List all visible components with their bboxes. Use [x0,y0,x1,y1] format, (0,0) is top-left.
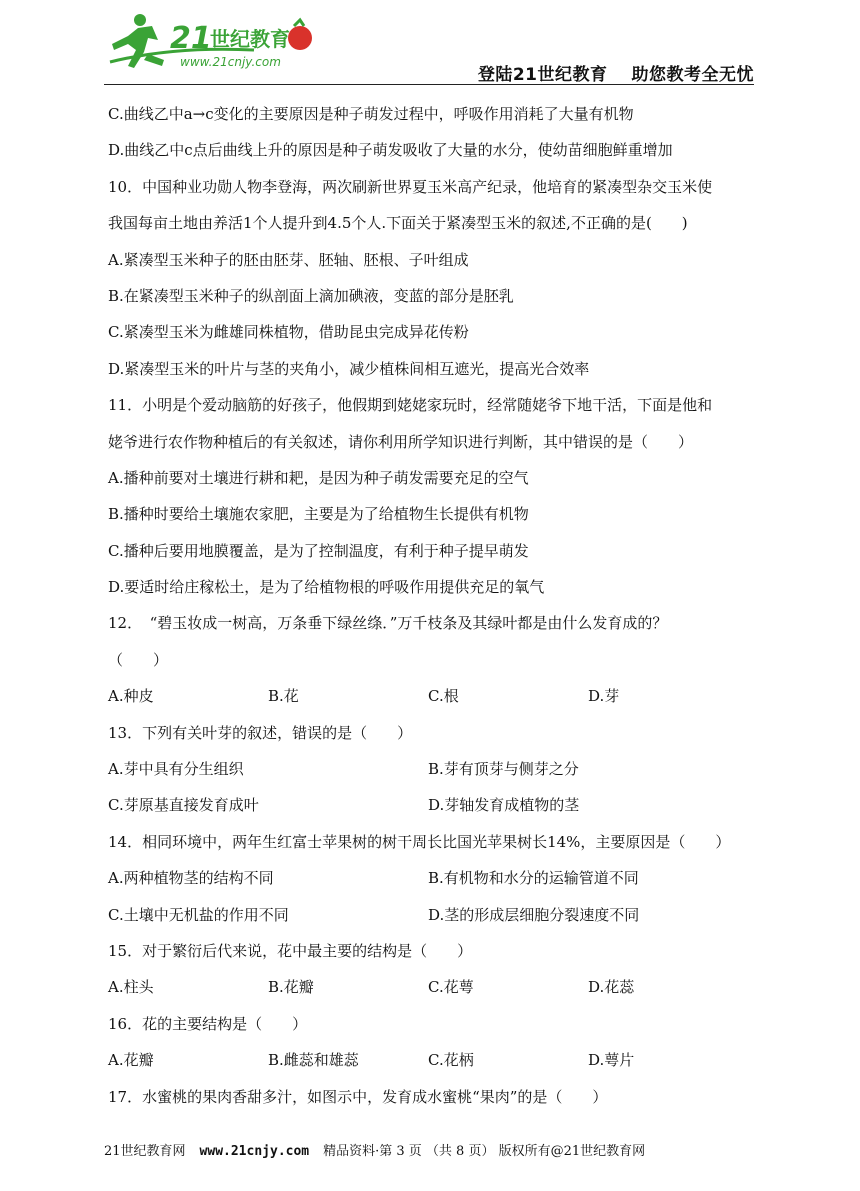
question-15-stem: 15．对于繁衍后代来说，花中最主要的结构是（ ） [108,941,473,960]
footer-page-info: 精品资料·第 3 页 （共 8 页） 版权所有@21世纪教育网 [323,1144,646,1159]
option-line: C.紧凑型玉米为雌雄同株植物，借助昆虫完成异花传粉 [108,323,469,342]
question-12-blank: （ ） [108,650,169,669]
svg-text:世纪教育: 世纪教育 [210,27,290,51]
option: B.花瓣 [268,978,314,997]
question-10-stem-cont: 我国每亩土地由养活1个人提升到4.5个人.下面关于紧凑型玉米的叙述,不正确的是( ) [108,214,688,233]
option: A.花瓣 [108,1051,154,1070]
question-13-stem: 13．下列有关叶芽的叙述，错误的是（ ） [108,723,413,742]
option: B.芽有顶芽与侧芽之分 [428,760,579,779]
option: C.花萼 [428,978,474,997]
question-14-stem: 14．相同环境中，两年生红富士苹果树的树干周长比国光苹果树长14%，主要原因是（ ） [108,832,731,851]
question-12-stem: 12． “碧玉妆成一树高，万条垂下绿丝绦．”万千枝条及其绿叶都是由什么发育成的？ [108,614,668,633]
header-rule [104,84,754,85]
question-11-stem-cont: 姥爷进行农作物种植后的有关叙述，请你利用所学知识进行判断，其中错误的是（ ） [108,432,694,451]
question-15-options [108,969,758,1005]
question-17-stem: 17．水蜜桃的果肉香甜多汁，如图示中，发育成水蜜桃“果肉”的是（ ） [108,1087,608,1106]
question-12-options [108,678,758,714]
page-header [104,10,756,84]
option: A.两种植物茎的结构不同 [108,869,274,888]
option: C.土壤中无机盐的作用不同 [108,905,289,924]
option: A.种皮 [108,687,154,706]
question-13-options-row1 [108,751,758,787]
text-line: D.曲线乙中c点后曲线上升的原因是种子萌发吸收了大量的水分，使幼苗细胞鲜重增加 [108,141,673,160]
option-line: A.播种前要对土壤进行耕和耙，是因为种子萌发需要充足的空气 [108,468,529,487]
svg-text:21: 21 [170,21,212,56]
option: D.花蕊 [588,978,635,997]
21cnjy-logo [104,10,314,84]
slogan-left: 登陆21世纪教育 [477,65,608,85]
option: B.雌蕊和雄蕊 [268,1051,359,1070]
question-13-options-row2 [108,787,758,823]
option: D.萼片 [588,1051,635,1070]
option: A.芽中具有分生组织 [108,760,244,779]
option-line: D.紧凑型玉米的叶片与茎的夹角小，减少植株间相互遮光，提高光合效率 [108,359,590,378]
option-line: D.要适时给庄稼松土，是为了给植物根的呼吸作用提供充足的氧气 [108,578,545,597]
svg-text:www.21cnjy.com: www.21cnjy.com [180,55,281,69]
page-footer [104,1140,756,1159]
footer-site: 21世纪教育网 [104,1144,186,1159]
header-slogan [454,60,754,85]
option: B.花 [268,687,299,706]
option: D.芽 [588,687,620,706]
option: C.根 [428,687,459,706]
question-14-options-row1 [108,860,758,896]
question-14-options-row2 [108,897,758,933]
document-body [108,96,758,1115]
question-16-stem: 16．花的主要结构是（ ） [108,1014,308,1033]
option: C.芽原基直接发育成叶 [108,796,259,815]
question-10-stem: 10．中国种业功勋人物李登海，两次刷新世界夏玉米高产纪录，他培育的紧凑型杂交玉米使 [108,177,713,196]
option-line: B.在紧凑型玉米种子的纵剖面上滴加碘液，变蓝的部分是胚乳 [108,286,514,305]
question-11-stem: 11．小明是个爱动脑筋的好孩子，他假期到姥姥家玩时，经常随姥爷下地干活，下面是他和 [108,396,713,415]
option: D.芽轴发育成植物的茎 [428,796,580,815]
footer-url-link[interactable]: www.21cnjy.com [199,1144,310,1159]
option: D.茎的形成层细胞分裂速度不同 [428,905,640,924]
slogan-right: 助您教考全无忧 [631,65,754,85]
option: B.有机物和水分的运输管道不同 [428,869,639,888]
option-line: C.播种后要用地膜覆盖，是为了控制温度，有利于种子提早萌发 [108,541,529,560]
question-16-options [108,1042,758,1078]
option-line: B.播种时要给土壤施农家肥，主要是为了给植物生长提供有机物 [108,505,529,524]
option-line: A.紧凑型玉米种子的胚由胚芽、胚轴、胚根、子叶组成 [108,250,469,269]
option: C.花柄 [428,1051,474,1070]
option: A.柱头 [108,978,154,997]
text-line: C.曲线乙中a→c变化的主要原因是种子萌发过程中，呼吸作用消耗了大量有机物 [108,105,634,123]
